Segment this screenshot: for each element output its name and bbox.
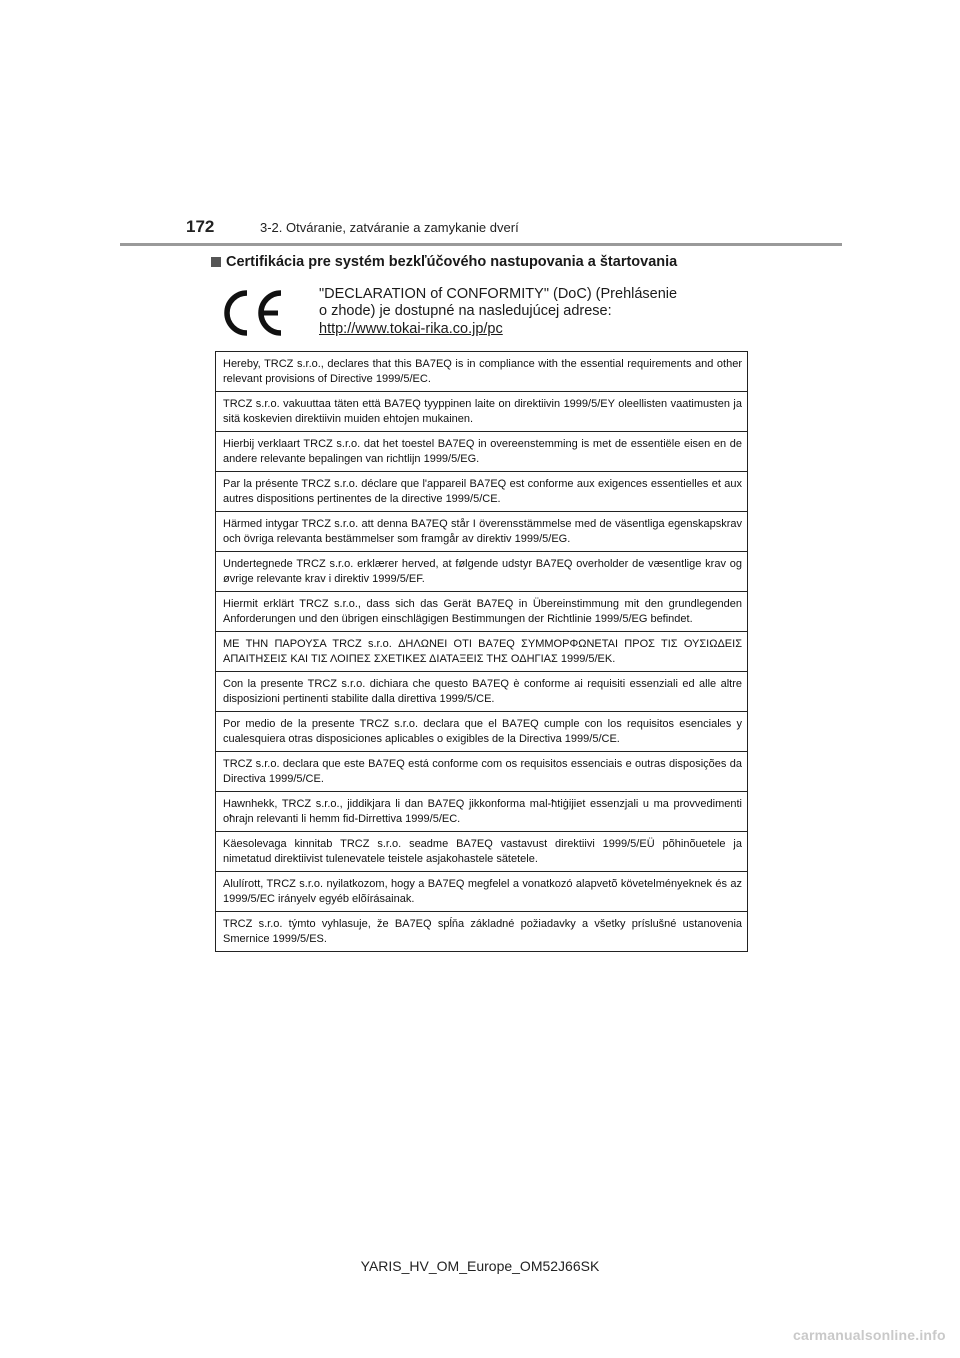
doc-info-line-1: "DECLARATION of CONFORMITY" (DoC) (Prehlásenie [319, 286, 678, 302]
certification-heading [211, 254, 677, 270]
declaration-row-hu: Alulírott, TRCZ s.r.o. nyilatkozom, hogy a BA7EQ megfelel a vonatkozó alapvetõ követelményeknek és az 1999/5/EC irányelv egyéb elõírásainak. [216, 872, 747, 912]
declaration-row-el: ΜΕ ΤΗΝ ΠΑΡΟΥΣΑ TRCZ s.r.o. ΔΗΛΩΝΕΙ ΟΤΙ BA7EQ ΣΥΜΜΟΡΦΩΝΕΤΑΙ ΠΡΟΣ ΤΙΣ ΟΥΣΙΩΔΕΙΣ ΑΠΑΙΤΗΣΕΙΣ ΚΑΙ ΤΙΣ ΛΟΙΠΕΣ ΣΧΕΤΙΚΕΣ ΔΙΑΤΑΞΕΙΣ ΤΗΣ ΟΔΗΓΙΑΣ 1999/5/ΕΚ. [216, 632, 747, 672]
doc-info-line-2: o zhode) je dostupné na nasledujúcej adrese: [319, 303, 612, 319]
declaration-row-sk: TRCZ s.r.o. týmto vyhlasuje, že BA7EQ spĺňa základné požiadavky a všetky príslušné ustanovenia Smernice 1999/5/ES. [216, 912, 747, 952]
watermark: carmanualsonline.info [793, 1327, 946, 1343]
declaration-row-fr: Par la présente TRCZ s.r.o. déclare que l'appareil BA7EQ est conforme aux exigences essentielles et aux autres dispositions pertinentes de la directive 1999/5/CE. [216, 472, 747, 512]
header-divider [120, 243, 842, 246]
declaration-row-nl: Hierbij verklaart TRCZ s.r.o. dat het toestel BA7EQ in overeenstemming is met de essentiële eisen en de andere relevante bepalingen van richtlijn 1999/5/EG. [216, 432, 747, 472]
declaration-row-sv: Härmed intygar TRCZ s.r.o. att denna BA7EQ står I överensstämmelse med de väsentliga egenskapskrav och övriga relevanta bestämmelser som framgår av direktiv 1999/5/EG. [216, 512, 747, 552]
declaration-row-da: Undertegnede TRCZ s.r.o. erklærer herved, at følgende udstyr BA7EQ overholder de væsentlige krav og øvrige relevante krav i direktiv 1999/5/EF. [216, 552, 747, 592]
footer-doc-code: YARIS_HV_OM_Europe_OM52J66SK [360, 1258, 600, 1274]
declaration-row-it: Con la presente TRCZ s.r.o. dichiara che questo BA7EQ è conforme ai requisiti essenziali ed alle altre disposizioni pertinenti stabilite dalla direttiva 1999/5/CE. [216, 672, 747, 712]
declaration-row-mt: Hawnhekk, TRCZ s.r.o., jiddikjara li dan BA7EQ jikkonforma mal-ħtiġijiet essenzjali u ma provvedimenti oħrajn relevanti li hemm fid-Dirrettiva 1999/5/EC. [216, 792, 747, 832]
declaration-row-et: Käesolevaga kinnitab TRCZ s.r.o. seadme BA7EQ vastavust direktiivi 1999/5/EÜ põhinõuetele ja nimetatud direktiivist tulenevatele teistele asjakohastele sätetele. [216, 832, 747, 872]
declaration-row-pt: TRCZ s.r.o. declara que este BA7EQ está conforme com os requisitos essenciais e outras disposições da Directiva 1999/5/CE. [216, 752, 747, 792]
section-title: 3-2. Otváranie, zatváranie a zamykanie dverí [260, 220, 519, 235]
declaration-row-de: Hiermit erklärt TRCZ s.r.o., dass sich das Gerät BA7EQ in Übereinstimmung mit den grundlegenden Anforderungen und den übrigen einschlägigen Bestimmungen der Richtlinie 1999/5/EG befindet. [216, 592, 747, 632]
declaration-row-fi: TRCZ s.r.o. vakuuttaa täten että BA7EQ tyyppinen laite on direktiivin 1999/5/EY oleellisten vaatimusten ja sitä koskevien direktiivin muiden ehtojen mukainen. [216, 392, 747, 432]
declaration-row-en: Hereby, TRCZ s.r.o., declares that this BA7EQ is in compliance with the essential requirements and other relevant provisions of Directive 1999/5/EC. [216, 352, 747, 392]
ce-mark-icon [221, 288, 285, 338]
page-number: 172 [186, 217, 215, 236]
declarations-table [215, 351, 748, 952]
doc-link[interactable]: http://www.tokai-rika.co.jp/pc [319, 321, 503, 337]
declaration-of-conformity-info [319, 286, 739, 338]
square-bullet-icon [211, 257, 221, 267]
declaration-row-es: Por medio de la presente TRCZ s.r.o. declara que el BA7EQ cumple con los requisitos esenciales y cualesquiera otras disposiciones aplicables o exigibles de la Directiva 1999/5/CE. [216, 712, 747, 752]
certification-heading-text: Certifikácia pre systém bezkľúčového nastupovania a štartovania [226, 254, 678, 270]
